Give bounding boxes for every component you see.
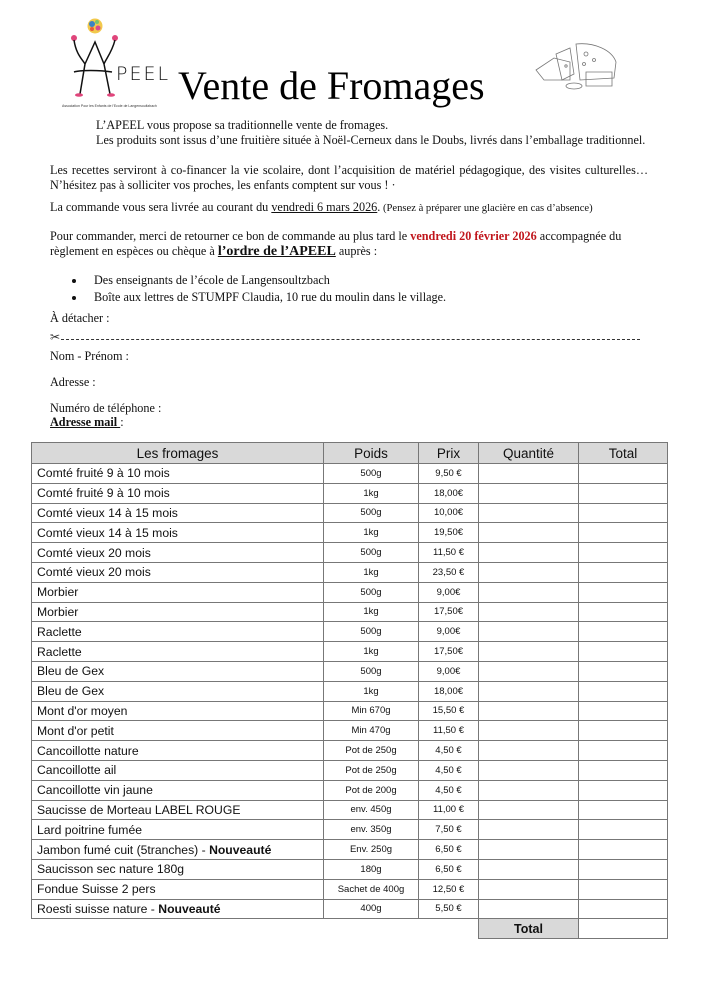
logo-ball xyxy=(88,19,103,34)
product-price: 6,50 € xyxy=(419,840,479,860)
product-weight: 180g xyxy=(324,859,419,879)
product-price: 19,50€ xyxy=(419,523,479,543)
product-weight: 1kg xyxy=(324,523,419,543)
product-name: Comté vieux 14 à 15 mois xyxy=(32,523,324,543)
cheese-illustration xyxy=(534,38,624,94)
delivery-note: (Pensez à préparer une glacière en cas d’absence) xyxy=(380,203,593,214)
product-weight: Pot de 250g xyxy=(324,760,419,780)
product-weight: 500g xyxy=(324,622,419,642)
product-weight: 1kg xyxy=(324,562,419,582)
table-row xyxy=(32,760,668,780)
quantity-input[interactable] xyxy=(479,562,579,582)
line-total-input[interactable] xyxy=(579,780,668,800)
quantity-input[interactable] xyxy=(479,681,579,701)
cut-line xyxy=(50,330,640,345)
order-table xyxy=(31,442,668,939)
table-row xyxy=(32,820,668,840)
product-weight: 1kg xyxy=(324,602,419,622)
product-price: 4,50 € xyxy=(419,760,479,780)
quantity-input[interactable] xyxy=(479,899,579,919)
table-header-row xyxy=(32,443,668,464)
product-name: Jambon fumé cuit (5tranches) - Nouveauté xyxy=(32,840,324,860)
header-weight: Poids xyxy=(324,443,419,464)
product-weight: env. 350g xyxy=(324,820,419,840)
table-row xyxy=(32,582,668,602)
table-row xyxy=(32,602,668,622)
product-name: Comté fruité 9 à 10 mois xyxy=(32,483,324,503)
product-weight: Min 470g xyxy=(324,721,419,741)
line-total-input[interactable] xyxy=(579,562,668,582)
product-price: 7,50 € xyxy=(419,820,479,840)
product-price: 18,00€ xyxy=(419,681,479,701)
line-total-input[interactable] xyxy=(579,741,668,761)
product-name: Raclette xyxy=(32,642,324,662)
product-price: 9,00€ xyxy=(419,622,479,642)
product-name: Cancoillotte nature xyxy=(32,741,324,761)
line-total-input[interactable] xyxy=(579,760,668,780)
product-price: 17,50€ xyxy=(419,642,479,662)
order-payee: l’ordre de l’APEEL xyxy=(217,244,336,259)
quantity-input[interactable] xyxy=(479,820,579,840)
quantity-input[interactable] xyxy=(479,701,579,721)
product-name: Raclette xyxy=(32,622,324,642)
product-name: Cancoillotte vin jaune xyxy=(32,780,324,800)
quantity-input[interactable] xyxy=(479,622,579,642)
quantity-input[interactable] xyxy=(479,464,579,484)
dropoff-item: Boîte aux lettres de STUMPF Claudia, 10 rue du moulin dans le village. xyxy=(68,289,446,306)
line-total-input[interactable] xyxy=(579,721,668,741)
product-weight: Env. 250g xyxy=(324,840,419,860)
dropoff-list xyxy=(68,272,446,306)
cheese-icon xyxy=(534,38,624,94)
line-total-input[interactable] xyxy=(579,464,668,484)
product-weight: 500g xyxy=(324,582,419,602)
order-prefix: Pour commander, merci de retourner ce bon de commande au plus tard le xyxy=(50,229,411,243)
line-total-input[interactable] xyxy=(579,800,668,820)
new-badge: Nouveauté xyxy=(209,842,272,857)
product-name: Roesti suisse nature - Nouveauté xyxy=(32,899,324,919)
product-name: Comté fruité 9 à 10 mois xyxy=(32,464,324,484)
header-cheeses: Les fromages xyxy=(32,443,324,464)
product-name: Bleu de Gex xyxy=(32,681,324,701)
quantity-input[interactable] xyxy=(479,523,579,543)
table-row xyxy=(32,503,668,523)
delivery-suffix: . xyxy=(377,200,381,214)
product-weight: Min 670g xyxy=(324,701,419,721)
line-total-input[interactable] xyxy=(579,879,668,899)
product-price: 11,50 € xyxy=(419,543,479,563)
table-row xyxy=(32,741,668,761)
product-weight: 1kg xyxy=(324,483,419,503)
table-row xyxy=(32,879,668,899)
bullet-icon xyxy=(72,279,76,283)
dropoff-item: Des enseignants de l’école de Langensoultzbach xyxy=(68,272,446,289)
detach-label: À détacher : xyxy=(50,311,110,325)
new-badge: Nouveauté xyxy=(158,901,221,916)
line-total-input[interactable] xyxy=(579,859,668,879)
product-name: Lard poitrine fumée xyxy=(32,820,324,840)
table-row xyxy=(32,464,668,484)
product-weight: 500g xyxy=(324,543,419,563)
table-row xyxy=(32,681,668,701)
product-name: Comté vieux 20 mois xyxy=(32,562,324,582)
table-row xyxy=(32,721,668,741)
product-name: Morbier xyxy=(32,582,324,602)
quantity-input[interactable] xyxy=(479,483,579,503)
product-name: Bleu de Gex xyxy=(32,661,324,681)
product-name: Comté vieux 20 mois xyxy=(32,543,324,563)
email-label: Adresse mail xyxy=(50,415,121,429)
header-total: Total xyxy=(579,443,668,464)
product-name: Mont d'or moyen xyxy=(32,701,324,721)
line-total-input[interactable] xyxy=(579,622,668,642)
table-row xyxy=(32,800,668,820)
logo-text: PEEL xyxy=(116,63,171,85)
grand-total-label: Total xyxy=(479,919,579,939)
product-weight: Sachet de 400g xyxy=(324,879,419,899)
scissors-icon: ✂ xyxy=(50,330,61,344)
intro-line-1: L’APEEL vous propose sa traditionnelle vente de fromages. xyxy=(96,118,389,132)
product-price: 18,00€ xyxy=(419,483,479,503)
empty-cell xyxy=(32,919,479,939)
line-total-input[interactable] xyxy=(579,840,668,860)
line-total-input[interactable] xyxy=(579,483,668,503)
quantity-input[interactable] xyxy=(479,800,579,820)
order-suffix: auprès : xyxy=(335,244,378,258)
line-total-input[interactable] xyxy=(579,701,668,721)
product-price: 10,00€ xyxy=(419,503,479,523)
address-field-label[interactable]: Adresse : xyxy=(50,375,96,389)
table-row xyxy=(32,543,668,563)
product-price: 9,00€ xyxy=(419,582,479,602)
product-name: Mont d'or petit xyxy=(32,721,324,741)
table-row xyxy=(32,899,668,919)
header-quantity: Quantité xyxy=(479,443,579,464)
delivery-info xyxy=(50,200,670,216)
product-price: 5,50 € xyxy=(419,899,479,919)
product-weight: 1kg xyxy=(324,681,419,701)
table-row xyxy=(32,780,668,800)
order-deadline: vendredi 20 février 2026 xyxy=(410,229,537,243)
line-total-input[interactable] xyxy=(579,523,668,543)
product-weight: 500g xyxy=(324,464,419,484)
table-row xyxy=(32,661,668,681)
bullet-icon xyxy=(72,296,76,300)
header-price: Prix xyxy=(419,443,479,464)
product-price: 11,50 € xyxy=(419,721,479,741)
apeel-logo-icon xyxy=(52,14,177,114)
page-title: Vente de Fromages xyxy=(178,63,485,108)
product-price: 11,00 € xyxy=(419,800,479,820)
product-price: 23,50 € xyxy=(419,562,479,582)
order-middle: accompagnée du règlement en espèces ou chèque à xyxy=(50,229,622,258)
name-field-label[interactable]: Nom - Prénom : xyxy=(50,349,129,363)
product-price: 4,50 € xyxy=(419,741,479,761)
line-total-input[interactable] xyxy=(579,582,668,602)
product-weight: Pot de 250g xyxy=(324,741,419,761)
quantity-input[interactable] xyxy=(479,840,579,860)
product-name: Saucisse de Morteau LABEL ROUGE xyxy=(32,800,324,820)
product-price: 6,50 € xyxy=(419,859,479,879)
product-price: 12,50 € xyxy=(419,879,479,899)
table-row xyxy=(32,642,668,662)
table-row xyxy=(32,701,668,721)
product-weight: env. 450g xyxy=(324,800,419,820)
product-weight: 1kg xyxy=(324,642,419,662)
line-total-input[interactable] xyxy=(579,820,668,840)
product-price: 15,50 € xyxy=(419,701,479,721)
quantity-input[interactable] xyxy=(479,879,579,899)
table-row xyxy=(32,859,668,879)
apeel-logo xyxy=(52,14,177,114)
product-weight: 500g xyxy=(324,661,419,681)
product-price: 4,50 € xyxy=(419,780,479,800)
phone-field-label[interactable]: Numéro de téléphone : xyxy=(50,401,162,415)
table-row xyxy=(32,840,668,860)
delivery-prefix: La commande vous sera livrée au courant du xyxy=(50,200,272,214)
quantity-input[interactable] xyxy=(479,780,579,800)
quantity-input[interactable] xyxy=(479,503,579,523)
grand-total-row xyxy=(32,919,668,939)
table-row xyxy=(32,622,668,642)
table-row xyxy=(32,523,668,543)
proceeds-paragraph: Les recettes serviront à co-financer la vie scolaire, dont l’acquisition de matériel pédagogique, des visites culturelles… N’hésitez pas à solliciter vos proches, les enfants comptent sur vous ! · xyxy=(50,163,648,192)
logo-tagline: Association Pour les Enfants de l'Ecole de Langensoultzbach xyxy=(62,104,157,108)
dashed-divider xyxy=(61,339,640,340)
product-weight: 500g xyxy=(324,503,419,523)
line-total-input[interactable] xyxy=(579,681,668,701)
table-row xyxy=(32,483,668,503)
quantity-input[interactable] xyxy=(479,582,579,602)
delivery-date: vendredi 6 mars 2026 xyxy=(271,200,378,214)
intro-line-2: Les produits sont issus d’une fruitière située à Noël-Cerneux dans le Doubs, livrés dans l’emballage traditionnel. xyxy=(96,133,646,147)
product-weight: 400g xyxy=(324,899,419,919)
quantity-input[interactable] xyxy=(479,859,579,879)
quantity-input[interactable] xyxy=(479,760,579,780)
quantity-input[interactable] xyxy=(479,602,579,622)
product-price: 9,50 € xyxy=(419,464,479,484)
product-weight: Pot de 200g xyxy=(324,780,419,800)
product-price: 17,50€ xyxy=(419,602,479,622)
quantity-input[interactable] xyxy=(479,721,579,741)
product-name: Cancoillotte ail xyxy=(32,760,324,780)
line-total-input[interactable] xyxy=(579,503,668,523)
quantity-input[interactable] xyxy=(479,642,579,662)
line-total-input[interactable] xyxy=(579,661,668,681)
quantity-input[interactable] xyxy=(479,661,579,681)
line-total-input[interactable] xyxy=(579,642,668,662)
quantity-input[interactable] xyxy=(479,543,579,563)
grand-total-input[interactable] xyxy=(579,919,668,939)
product-name: Saucisson sec nature 180g xyxy=(32,859,324,879)
line-total-input[interactable] xyxy=(579,543,668,563)
product-name: Fondue Suisse 2 pers xyxy=(32,879,324,899)
quantity-input[interactable] xyxy=(479,741,579,761)
table-row xyxy=(32,562,668,582)
product-name: Comté vieux 14 à 15 mois xyxy=(32,503,324,523)
line-total-input[interactable] xyxy=(579,899,668,919)
product-price: 9,00€ xyxy=(419,661,479,681)
order-instructions xyxy=(50,229,650,259)
product-name: Morbier xyxy=(32,602,324,622)
intro-paragraph xyxy=(96,118,648,148)
line-total-input[interactable] xyxy=(579,602,668,622)
email-field-label[interactable]: Adresse mail : xyxy=(50,415,124,429)
